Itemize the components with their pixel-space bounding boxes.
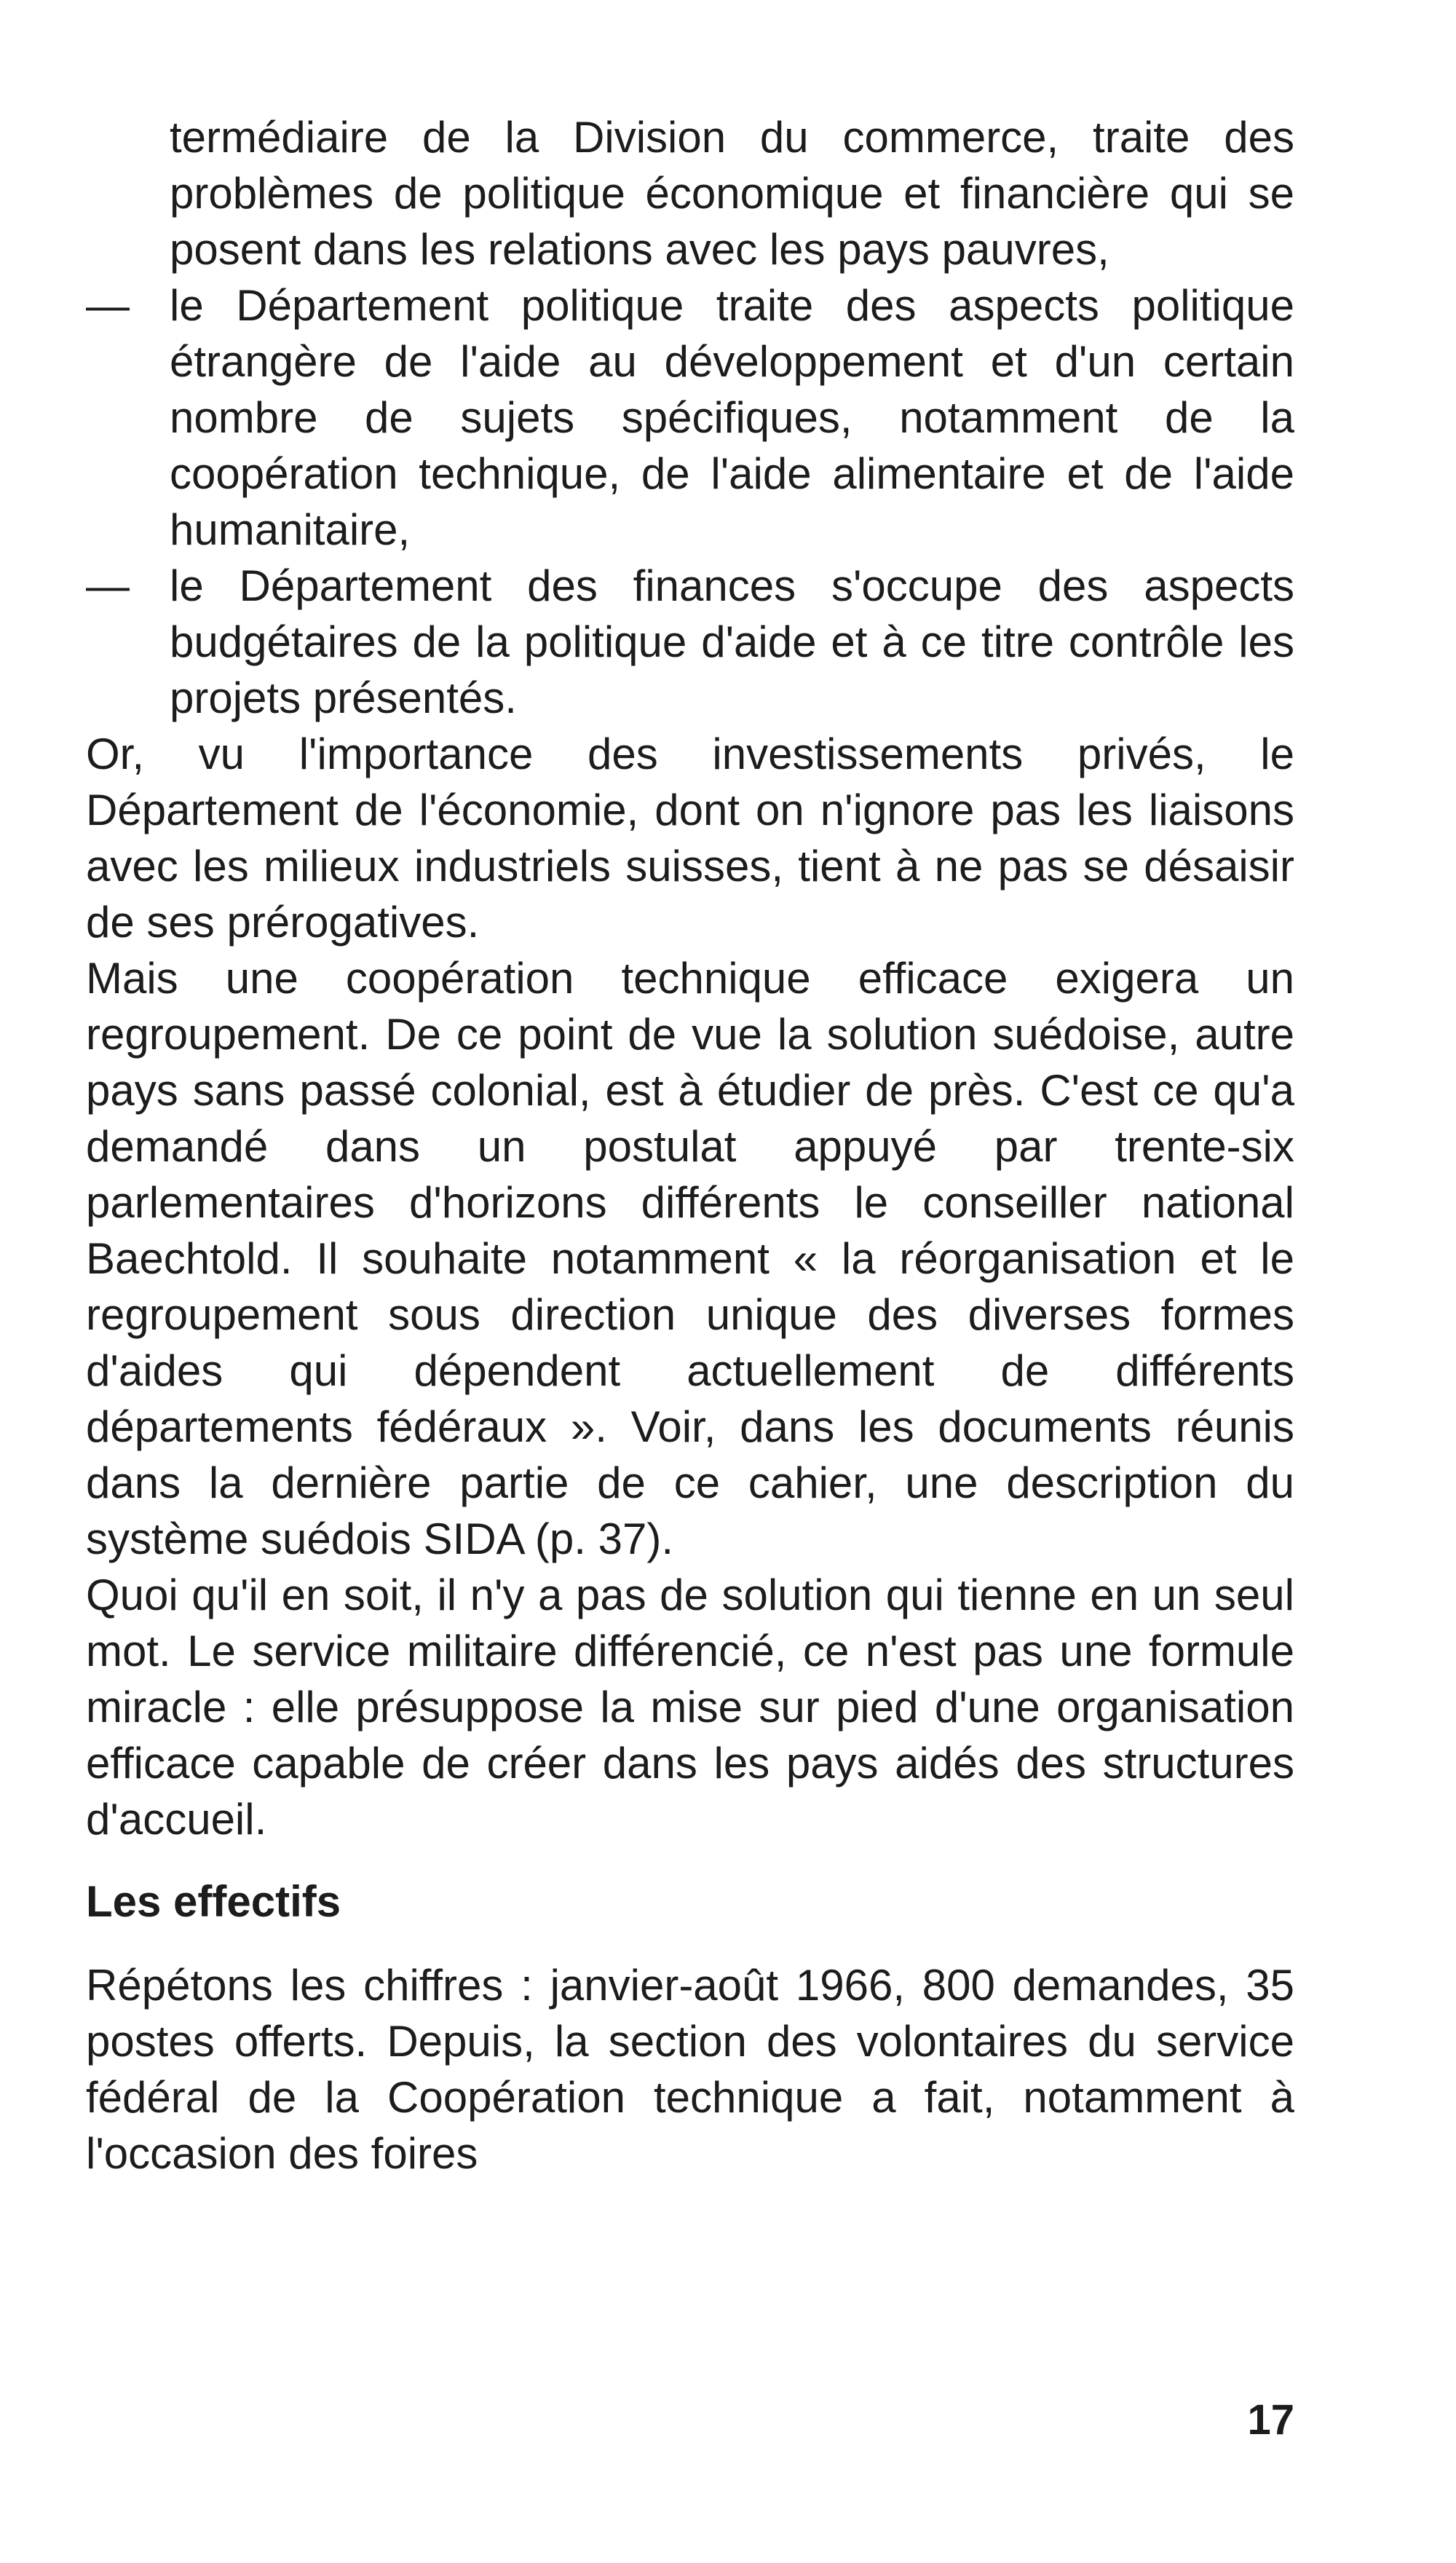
- section-heading: Les effectifs: [86, 1877, 341, 1926]
- dash-marker: —: [86, 561, 130, 610]
- list-item: [86, 277, 1294, 558]
- paragraph: Or, vu l'importance des investissements privés, le Département de l'économie, dont on n'ignore pas les liaisons avec les milieux industriels suisses, tient à ne pas se désaisir de ses prérogatives.: [86, 730, 1294, 947]
- paragraph: Répétons les chiffres : janvier-août 1966, 800 demandes, 35 postes offerts. Depuis, la section des volontaires du service fédéral de la Coopération technique a fait, notamment à l'occasion des foires: [86, 1961, 1294, 2178]
- list-item-text: le Département des finances s'occupe des aspects budgétaires de la politique d'aide et à ce titre contrôle les projets présentés.: [170, 561, 1294, 722]
- page-body: [86, 109, 1294, 2181]
- continuation-paragraph: termédiaire de la Division du commerce, traite des problèmes de politique économique et financière qui se posent dans les relations avec les pays pauvres,: [170, 113, 1294, 274]
- paragraph: Mais une coopération technique efficace exigera un regroupement. De ce point de vue la solution suédoise, autre pays sans passé colonial, est à étudier de près. C'est ce qu'a demandé dans un postulat appuyé par trente-six parlementaires d'horizons différents le conseiller national Baechtold. Il souhaite notamment « la réorganisation et le regroupement sous direction unique des diverses formes d'aides qui dépendent actuellement de différents départements fédéraux ». Voir, dans les documents réunis dans la dernière partie de ce cahier, une description du système suédois SIDA (p. 37).: [86, 954, 1294, 1563]
- list-item-text: le Département politique traite des aspects politique étrangère de l'aide au développement et d'un certain nombre de sujets spécifiques, notamment de la coopération technique, de l'aide alimentaire et de l'aide humanitaire,: [170, 281, 1294, 554]
- dash-marker: —: [86, 281, 130, 330]
- list-item: [86, 558, 1294, 726]
- page-number: 17: [1247, 2396, 1294, 2444]
- paragraph: Quoi qu'il en soit, il n'y a pas de solution qui tienne en un seul mot. Le service militaire différencié, ce n'est pas une formule miracle : elle présuppose la mise sur pied d'une organisation efficace capable de créer dans les pays aidés des structures d'accueil.: [86, 1571, 1294, 1844]
